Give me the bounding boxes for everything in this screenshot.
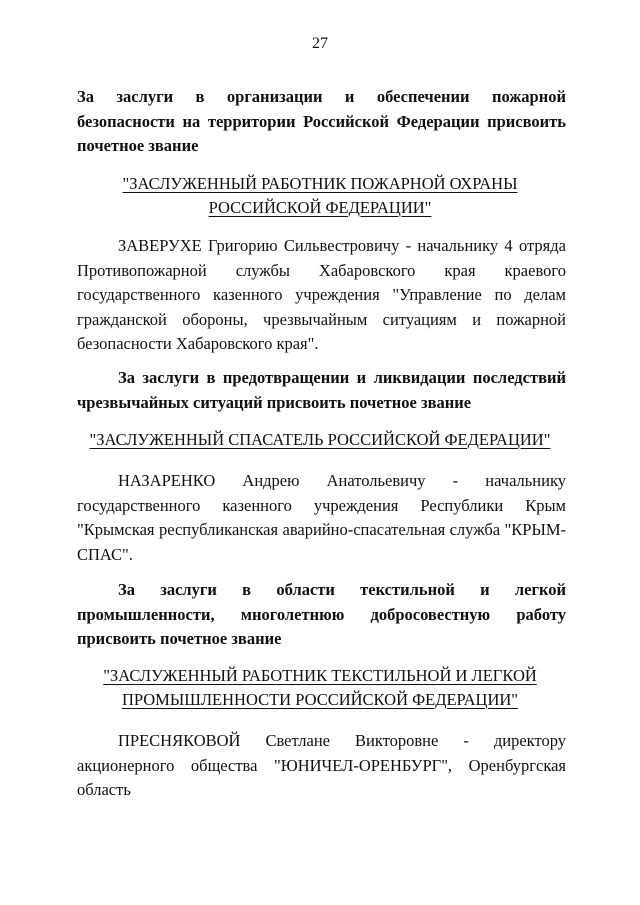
award-recipient-presnyakova (77, 729, 566, 803)
intro-line: присвоить почетное звание (77, 629, 282, 648)
title-line: РОССИЙСКОЙ ФЕДЕРАЦИИ" (208, 197, 432, 217)
recipient-line: область (77, 780, 131, 799)
recipient-line: "Крымская республиканская аварийно-спасательная служба "КРЫМ- (77, 520, 566, 539)
award-intro-textile (77, 578, 566, 652)
recipient-line: Противопожарной службы Хабаровского края краевого (77, 260, 566, 280)
intro-line: чрезвычайных ситуаций присвоить почетное звание (77, 392, 472, 412)
award-title-fire-protection (0, 172, 640, 219)
intro-line: За заслуги в области текстильной и легкой (118, 580, 566, 599)
award-intro-emergency (77, 366, 566, 415)
intro-line: безопасности на территории Российской Федерации присвоить (77, 111, 566, 131)
award-title-rescuer (0, 428, 640, 452)
intro-line: За заслуги в предотвращении и ликвидации последствий (118, 368, 566, 387)
recipient-line: государственного казенного учреждения Республики Крым (77, 495, 566, 515)
intro-line: За заслуги в организации и обеспечении пожарной (77, 87, 566, 106)
recipient-line: ЗАВЕРУХЕ Григорию Сильвестровичу - начальнику 4 отряда (118, 236, 566, 255)
title-line: ПРОМЫШЛЕННОСТИ РОССИЙСКОЙ ФЕДЕРАЦИИ" (121, 689, 519, 709)
recipient-line: гражданской обороны, чрезвычайным ситуациям и пожарной (77, 309, 566, 329)
recipient-line: СПАС". (77, 544, 133, 564)
award-recipient-nazarenko (77, 469, 566, 567)
title-line: "ЗАСЛУЖЕННЫЙ СПАСАТЕЛЬ РОССИЙСКОЙ ФЕДЕРАЦИИ" (89, 430, 551, 449)
award-title-textile (0, 664, 640, 711)
recipient-line: ПРЕСНЯКОВОЙ Светлане Викторовне - директору (118, 731, 566, 750)
award-intro-fire-safety (77, 85, 566, 159)
intro-line: почетное звание (77, 136, 199, 155)
recipient-line: акционерного общества "ЮНИЧЕЛ-ОРЕНБУРГ", Оренбургская (77, 755, 566, 775)
title-line: "ЗАСЛУЖЕННЫЙ РАБОТНИК ПОЖАРНОЙ ОХРАНЫ (122, 174, 518, 193)
recipient-line: безопасности Хабаровского края". (77, 334, 319, 353)
recipient-line: государственного казенного учреждения "Управление по делам (77, 285, 566, 304)
title-line: "ЗАСЛУЖЕННЫЙ РАБОТНИК ТЕКСТИЛЬНОЙ И ЛЕГКОЙ (103, 666, 537, 685)
award-recipient-zaverukha (77, 234, 566, 357)
page-number: 27 (312, 35, 328, 52)
recipient-line: НАЗАРЕНКО Андрею Анатольевичу - начальнику (118, 471, 566, 490)
intro-line: промышленности, многолетнюю добросовестную работу (77, 604, 566, 624)
